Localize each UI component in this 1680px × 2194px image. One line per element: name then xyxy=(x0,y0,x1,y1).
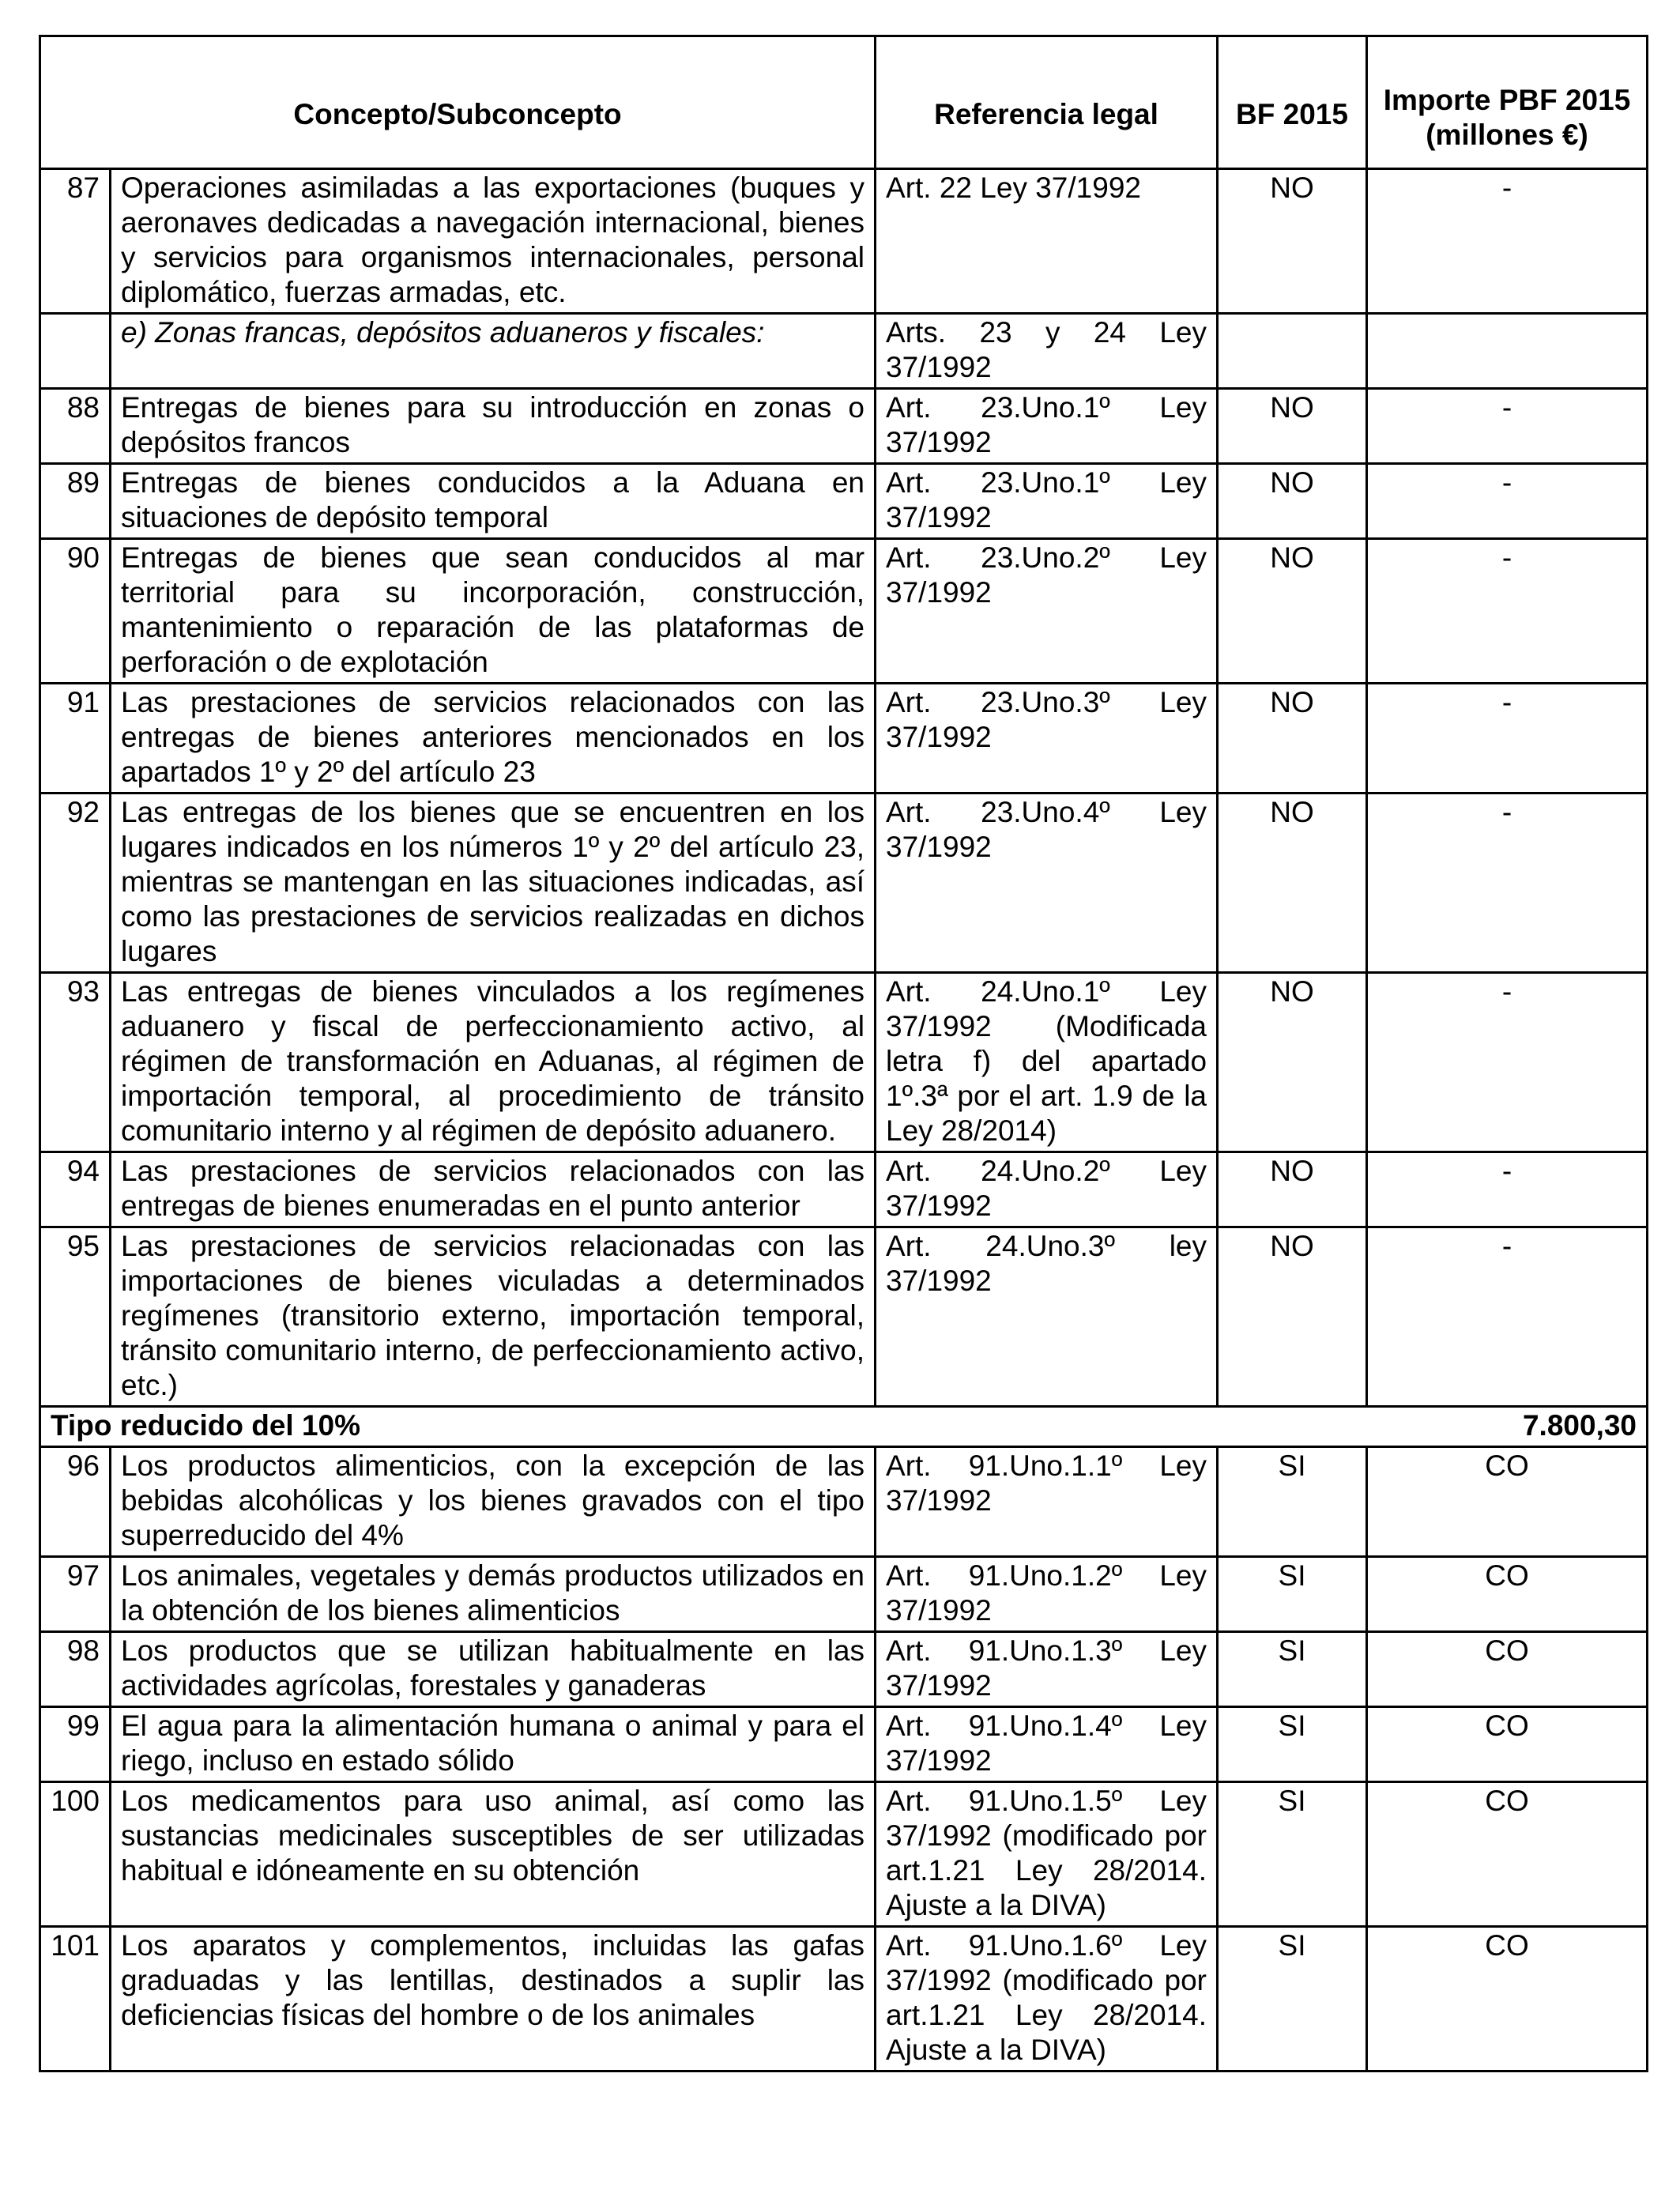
row-importe: - xyxy=(1367,1227,1648,1407)
table-row xyxy=(40,1782,1648,1927)
row-importe xyxy=(1367,314,1648,389)
row-concept: Las prestaciones de servicios relacionados con las entregas de bienes anteriores mencionados en los apartados 1º y 2º del artículo 23 xyxy=(111,684,876,794)
tax-benefits-table xyxy=(39,35,1648,2072)
row-bf: NO xyxy=(1218,973,1367,1152)
row-importe: CO xyxy=(1367,1927,1648,2071)
row-reference: Art. 91.Uno.1.3º Ley 37/1992 xyxy=(876,1632,1218,1707)
row-number: 90 xyxy=(40,539,111,684)
row-number: 96 xyxy=(40,1447,111,1557)
row-bf xyxy=(1218,314,1367,389)
table-row xyxy=(40,1557,1648,1632)
row-reference: Art. 23.Uno.1º Ley 37/1992 xyxy=(876,464,1218,539)
row-number: 101 xyxy=(40,1927,111,2071)
row-number: 95 xyxy=(40,1227,111,1407)
table-row xyxy=(40,1152,1648,1227)
row-bf: NO xyxy=(1218,539,1367,684)
header-bf: BF 2015 xyxy=(1218,36,1367,169)
row-bf: NO xyxy=(1218,1227,1367,1407)
row-bf: SI xyxy=(1218,1632,1367,1707)
header-reference: Referencia legal xyxy=(876,36,1218,169)
row-concept: Entregas de bienes para su introducción en zonas o depósitos francos xyxy=(111,389,876,464)
row-bf: NO xyxy=(1218,1152,1367,1227)
row-concept: Las prestaciones de servicios relacionados con las entregas de bienes enumeradas en el punto anterior xyxy=(111,1152,876,1227)
table-row xyxy=(40,1927,1648,2071)
row-reference: Art. 22 Ley 37/1992 xyxy=(876,169,1218,314)
row-bf: NO xyxy=(1218,389,1367,464)
row-concept: Las entregas de los bienes que se encuentren en los lugares indicados en los números 1º y 2º del artículo 23, mientras se mantengan en las situaciones indicadas, así como las prestaciones de servicios realizadas en dichos lugares xyxy=(111,794,876,973)
table-row xyxy=(40,794,1648,973)
row-number: 89 xyxy=(40,464,111,539)
row-importe: - xyxy=(1367,464,1648,539)
row-reference: Art. 91.Uno.1.5º Ley 37/1992 (modificado por art.1.21 Ley 28/2014. Ajuste a la DIVA) xyxy=(876,1782,1218,1927)
row-reference: Art. 24.Uno.3º ley 37/1992 xyxy=(876,1227,1218,1407)
row-number: 88 xyxy=(40,389,111,464)
row-importe: - xyxy=(1367,169,1648,314)
row-importe: CO xyxy=(1367,1707,1648,1782)
row-concept: Las entregas de bienes vinculados a los regímenes aduanero y fiscal de perfeccionamiento activo, al régimen de transformación en Aduanas, al régimen de importación temporal, al procedimiento de tránsito comunitario interno y al régimen de depósito aduanero. xyxy=(111,973,876,1152)
row-number: 99 xyxy=(40,1707,111,1782)
table-row xyxy=(40,684,1648,794)
row-concept: Operaciones asimiladas a las exportaciones (buques y aeronaves dedicadas a navegación internacional, bienes y servicios para organismos internacionales, personal diplomático, fuerzas armadas, etc. xyxy=(111,169,876,314)
row-number: 92 xyxy=(40,794,111,973)
row-number: 97 xyxy=(40,1557,111,1632)
row-reference: Art. 23.Uno.1º Ley 37/1992 xyxy=(876,389,1218,464)
row-bf: NO xyxy=(1218,169,1367,314)
table-row xyxy=(40,539,1648,684)
row-concept: Los productos alimenticios, con la excepción de las bebidas alcohólicas y los bienes gravados con el tipo superreducido del 4% xyxy=(111,1447,876,1557)
table-row xyxy=(40,169,1648,314)
row-importe: CO xyxy=(1367,1557,1648,1632)
table-row xyxy=(40,973,1648,1152)
section-amount: 7.800,30 xyxy=(1522,1409,1637,1442)
row-reference: Arts. 23 y 24 Ley 37/1992 xyxy=(876,314,1218,389)
row-reference: Art. 23.Uno.4º Ley 37/1992 xyxy=(876,794,1218,973)
table-row xyxy=(40,1707,1648,1782)
row-bf: SI xyxy=(1218,1557,1367,1632)
row-bf: NO xyxy=(1218,794,1367,973)
row-number: 98 xyxy=(40,1632,111,1707)
row-bf: NO xyxy=(1218,684,1367,794)
row-reference: Art. 23.Uno.3º Ley 37/1992 xyxy=(876,684,1218,794)
row-importe: - xyxy=(1367,684,1648,794)
table-row xyxy=(40,1447,1648,1557)
row-concept: El agua para la alimentación humana o animal y para el riego, incluso en estado sólido xyxy=(111,1707,876,1782)
row-reference: Art. 91.Uno.1.6º Ley 37/1992 (modificado por art.1.21 Ley 28/2014. Ajuste a la DIVA) xyxy=(876,1927,1218,2071)
header-importe: Importe PBF 2015 (millones €) xyxy=(1367,36,1648,169)
row-concept: e) Zonas francas, depósitos aduaneros y fiscales: xyxy=(111,314,876,389)
row-bf: SI xyxy=(1218,1782,1367,1927)
section-cell xyxy=(40,1407,1648,1447)
section-row xyxy=(40,1407,1648,1447)
header-row xyxy=(40,36,1648,169)
row-importe: - xyxy=(1367,389,1648,464)
document-page xyxy=(39,35,1646,2072)
row-reference: Art. 23.Uno.2º Ley 37/1992 xyxy=(876,539,1218,684)
row-concept: Las prestaciones de servicios relacionadas con las importaciones de bienes viculadas a determinados regímenes (transitorio externo, importación temporal, tránsito comunitario interno, de perfeccionamiento activo, etc.) xyxy=(111,1227,876,1407)
row-number: 94 xyxy=(40,1152,111,1227)
row-reference: Art. 91.Uno.1.1º Ley 37/1992 xyxy=(876,1447,1218,1557)
header-concept: Concepto/Subconcepto xyxy=(40,36,876,169)
row-concept: Entregas de bienes conducidos a la Aduana en situaciones de depósito temporal xyxy=(111,464,876,539)
row-concept: Los animales, vegetales y demás productos utilizados en la obtención de los bienes alimenticios xyxy=(111,1557,876,1632)
row-bf: SI xyxy=(1218,1927,1367,2071)
row-reference: Art. 91.Uno.1.4º Ley 37/1992 xyxy=(876,1707,1218,1782)
row-reference: Art. 24.Uno.1º Ley 37/1992 (Modificada letra f) del apartado 1º.3ª por el art. 1.9 de la Ley 28/2014) xyxy=(876,973,1218,1152)
row-bf: SI xyxy=(1218,1447,1367,1557)
row-importe: - xyxy=(1367,973,1648,1152)
row-number: 91 xyxy=(40,684,111,794)
row-reference: Art. 91.Uno.1.2º Ley 37/1992 xyxy=(876,1557,1218,1632)
table-row xyxy=(40,1632,1648,1707)
row-concept: Los aparatos y complementos, incluidas las gafas graduadas y las lentillas, destinados a suplir las deficiencias físicas del hombre o de los animales xyxy=(111,1927,876,2071)
row-number xyxy=(40,314,111,389)
table-row xyxy=(40,314,1648,389)
row-importe: - xyxy=(1367,539,1648,684)
row-concept: Los medicamentos para uso animal, así como las sustancias medicinales susceptibles de ser utilizadas habitual e idóneamente en su obtención xyxy=(111,1782,876,1927)
row-concept: Los productos que se utilizan habitualmente en las actividades agrícolas, forestales y ganaderas xyxy=(111,1632,876,1707)
row-number: 87 xyxy=(40,169,111,314)
row-concept: Entregas de bienes que sean conducidos al mar territorial para su incorporación, construcción, mantenimiento o reparación de las plataformas de perforación o de explotación xyxy=(111,539,876,684)
section-label: Tipo reducido del 10% xyxy=(51,1409,361,1442)
row-reference: Art. 24.Uno.2º Ley 37/1992 xyxy=(876,1152,1218,1227)
table-row xyxy=(40,1227,1648,1407)
row-importe: CO xyxy=(1367,1447,1648,1557)
row-importe: CO xyxy=(1367,1782,1648,1927)
row-number: 100 xyxy=(40,1782,111,1927)
row-number: 93 xyxy=(40,973,111,1152)
table-row xyxy=(40,389,1648,464)
row-importe: - xyxy=(1367,794,1648,973)
row-bf: NO xyxy=(1218,464,1367,539)
table-row xyxy=(40,464,1648,539)
row-importe: CO xyxy=(1367,1632,1648,1707)
row-bf: SI xyxy=(1218,1707,1367,1782)
row-importe: - xyxy=(1367,1152,1648,1227)
